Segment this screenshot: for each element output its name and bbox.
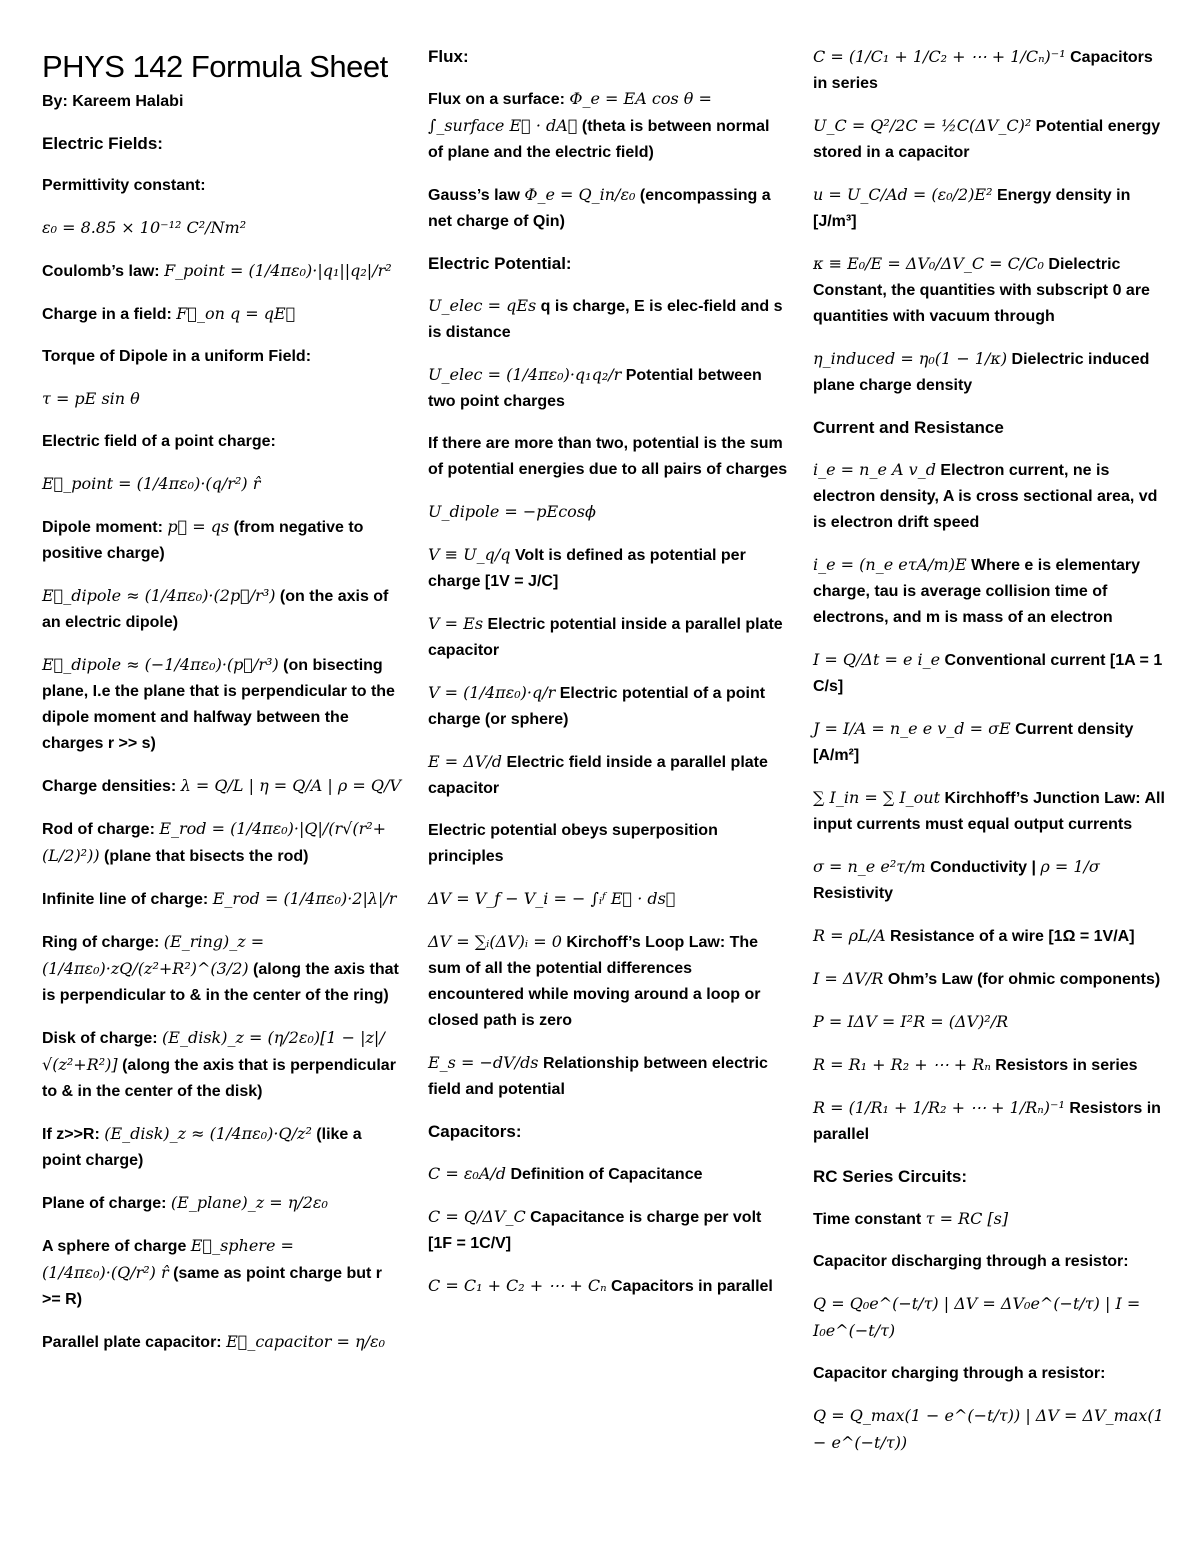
volt-def-description: Volt is defined as potential per charge [1V = J/C]	[428, 547, 746, 590]
cap-parallel	[428, 1273, 788, 1300]
conductivity-formula: σ = n_e e²τ/m	[813, 857, 926, 876]
volt-def-formula: V ≡ U_q/q	[428, 545, 511, 564]
parallel-plate-cap	[42, 1329, 402, 1356]
wire-resistance-formula: R = ρL/A	[813, 926, 886, 945]
disk-of-charge-formula: (E_disk)_z = (η/2ε₀)[1 − |z|/√(z²+R²)]	[42, 1028, 385, 1074]
permittivity	[42, 215, 402, 242]
sphere-of-charge-formula: E⃗_sphere = (1/4πε₀)·(Q/r²) r̂	[42, 1236, 294, 1282]
dipole-axis	[42, 583, 402, 636]
res-parallel	[813, 1095, 1168, 1148]
ring-of-charge-formula: (E_ring)_z = (1/4πε₀)·zQ/(z²+R²)^(3/2)	[42, 932, 265, 978]
res-series-formula: R = R₁ + R₂ + ⋯ + Rₙ	[813, 1055, 991, 1074]
disk-of-charge	[42, 1025, 402, 1105]
u-elec-two-formula: U_elec = (1/4πε₀)·q₁q₂/r	[428, 365, 622, 384]
charge-in-field	[42, 301, 402, 328]
point-charge-field-formula: E⃗_point = (1/4πε₀)·(q/r²) r̂	[42, 474, 261, 493]
title: PHYS 142 Formula Sheet	[42, 49, 388, 84]
cap-parallel-description: Capacitors in parallel	[606, 1278, 773, 1295]
electron-current-2-formula: i_e = (n_e eτA/m)E	[813, 555, 967, 574]
permittivity-label	[42, 173, 402, 199]
cap-charge-per-volt-description: Capacitance is charge per volt [1F = 1C/V]	[428, 1209, 762, 1252]
h-electric-fields	[42, 131, 402, 157]
v-es-description: Electric potential inside a parallel plate capacitor	[428, 616, 783, 659]
uc-energy-description: Potential energy stored in a capacitor	[813, 118, 1161, 161]
cap-parallel-formula: C = C₁ + C₂ + ⋯ + Cₙ	[428, 1276, 607, 1295]
loop-law	[428, 929, 788, 1034]
coulombs-law-formula: F_point = (1/4πε₀)·|q₁||q₂|/r²	[164, 261, 392, 280]
rod-of-charge-description: (plane that bisects the rod)	[99, 848, 309, 865]
dipole-bisect	[42, 652, 402, 757]
dipole-axis-description: (on the axis of an electric dipole)	[42, 588, 389, 631]
disk-far-description: (like a point charge)	[42, 1126, 362, 1169]
induced-charge	[813, 346, 1168, 399]
conductivity-description: Conductivity |	[925, 859, 1041, 876]
charge-in-field-formula: F⃗_on q = qE⃗	[176, 304, 296, 323]
v-point-formula: V = (1/4πε₀)·q/r	[428, 683, 556, 702]
coulombs-law-label: Coulomb’s law:	[42, 263, 165, 280]
cap-charge-per-volt-formula: C = Q/ΔV_C	[428, 1207, 526, 1226]
gauss-law-label: Gauss’s law	[428, 187, 525, 204]
disk-of-charge-label: Disk of charge:	[42, 1030, 163, 1047]
h-flux-label: Flux:	[428, 47, 469, 66]
conductivity	[813, 854, 1168, 907]
h-flux	[428, 44, 788, 70]
disk-far-formula: (E_disk)_z ≈ (1/4πε₀)·Q/z²	[104, 1124, 312, 1143]
electron-current	[813, 457, 1168, 536]
parallel-plate-cap-formula: E⃗_capacitor = η/ε₀	[226, 1332, 385, 1351]
infinite-line-formula: E_rod = (1/4πε₀)·2|λ|/r	[212, 889, 397, 908]
rod-of-charge-formula: E_rod = (1/4πε₀)·|Q|/(r√(r²+(L/2)²))	[42, 819, 387, 865]
e-dv-d-formula: E = ΔV/d	[428, 752, 502, 771]
ohms-law	[813, 966, 1168, 993]
h-capacitors	[428, 1119, 788, 1145]
dielectric-description: Dielectric Constant, the quantities with subscript 0 are quantities with vacuum through	[813, 256, 1150, 325]
charging-formula: Q = Q_max(1 − e^(−t/τ)) | ΔV = ΔV_max(1 − e^(−t/τ))	[813, 1406, 1164, 1452]
energy-density-formula: u = U_C/Ad = (ε₀/2)E²	[813, 185, 993, 204]
disk-of-charge-description: (along the axis that is perpendicular to & in the center of the disk)	[42, 1057, 396, 1100]
discharging-formula: Q = Q₀e^(−t/τ) | ΔV = ΔV₀e^(−t/τ) | I = I₀e^(−t/τ)	[813, 1294, 1141, 1340]
ohms-law-formula: I = ΔV/R	[813, 969, 884, 988]
time-constant	[813, 1206, 1168, 1233]
dipole-axis-formula: E⃗_dipole ≈ (1/4πε₀)·(2p⃗/r³)	[42, 586, 276, 605]
ring-of-charge	[42, 929, 402, 1009]
discharging	[813, 1291, 1168, 1345]
loop-law-description: Kirchoff’s Loop Law: The sum of all the potential differences encountered while moving around a loop or closed path is zero	[428, 934, 761, 1029]
es-relationship	[428, 1050, 788, 1103]
junction-law	[813, 785, 1168, 838]
charge-densities-label: Charge densities:	[42, 778, 181, 795]
superposition-label: Electric potential obeys superposition principles	[428, 822, 718, 865]
column-3	[813, 44, 1168, 1473]
discharging-label-label: Capacitor discharging through a resistor:	[813, 1253, 1129, 1270]
electron-current-description: Electron current, ne is electron density, A is cross sectional area, vd is electron drift speed	[813, 462, 1158, 531]
res-parallel-formula: R = (1/R₁ + 1/R₂ + ⋯ + 1/Rₙ)⁻¹	[813, 1098, 1065, 1117]
disk-far	[42, 1121, 402, 1174]
induced-charge-formula: η_induced = η₀(1 − 1/κ)	[813, 349, 1008, 368]
cap-series-description: Capacitors in series	[813, 49, 1153, 92]
electron-current-formula: i_e = n_e A v_d	[813, 460, 936, 479]
point-charge-field	[42, 471, 402, 498]
dielectric-formula: κ ≡ E₀/E = ΔV₀/ΔV_C = C/C₀	[813, 254, 1044, 273]
ring-of-charge-label: Ring of charge:	[42, 934, 164, 951]
h-electric-potential	[428, 251, 788, 277]
v-es-formula: V = Es	[428, 614, 484, 633]
charge-densities-formula: λ = Q/L | η = Q/A | ρ = Q/V	[180, 776, 401, 795]
charging	[813, 1403, 1168, 1457]
cap-def-formula: C = ε₀A/d	[428, 1164, 507, 1183]
h-electric-fields-label: Electric Fields:	[42, 134, 163, 153]
junction-law-description: Kirchhoff’s Junction Law: All input currents must equal output currents	[813, 790, 1165, 833]
delta-v-integral	[428, 886, 788, 913]
infinite-line	[42, 886, 402, 913]
u-dipole	[428, 499, 788, 526]
u-dipole-formula: U_dipole = −pEcosϕ	[428, 502, 596, 521]
point-charge-label-label: Electric field of a point charge:	[42, 433, 276, 450]
energy-density-description: Energy density in [J/m³]	[813, 187, 1131, 230]
dipole-moment-description: (from negative to positive charge)	[42, 519, 364, 562]
u-elec-qes-formula: U_elec = qEs	[428, 296, 537, 315]
conductivity-formula: ρ = 1/σ	[1040, 857, 1100, 876]
disk-far-label: If z>>R:	[42, 1126, 105, 1143]
res-series-description: Resistors in series	[990, 1057, 1138, 1074]
superposition-pairs	[428, 431, 788, 483]
superposition	[428, 818, 788, 870]
ring-of-charge-description: (along the axis that is perpendicular to & in the center of the ring)	[42, 961, 399, 1004]
wire-resistance	[813, 923, 1168, 950]
loop-law-formula: ΔV = ∑ᵢ(ΔV)ᵢ = 0	[428, 932, 562, 951]
cap-series	[813, 44, 1168, 97]
es-relationship-formula: E_s = −dV/ds	[428, 1053, 539, 1072]
charging-label-label: Capacitor charging through a resistor:	[813, 1365, 1106, 1382]
v-point	[428, 680, 788, 733]
torque	[42, 386, 402, 413]
current-density-formula: J = I/A = n_e e v_d = σE	[813, 719, 1011, 738]
torque-label-label: Torque of Dipole in a uniform Field:	[42, 348, 312, 365]
cap-def	[428, 1161, 788, 1188]
discharging-label	[813, 1249, 1168, 1275]
cap-charge-per-volt	[428, 1204, 788, 1257]
u-elec-two	[428, 362, 788, 415]
coulombs-law	[42, 258, 402, 285]
dipole-moment-formula: p⃗ = qs	[167, 517, 230, 536]
sphere-of-charge	[42, 1233, 402, 1313]
ohms-law-description: Ohm’s Law (for ohmic components)	[883, 971, 1161, 988]
h-rc-label: RC Series Circuits:	[813, 1167, 967, 1186]
conductivity-description: Resistivity	[813, 885, 894, 902]
gauss-law-formula: Φ_e = Q_in/ε₀	[524, 185, 636, 204]
u-elec-two-description: Potential between two point charges	[428, 367, 762, 410]
plane-of-charge-label: Plane of charge:	[42, 1195, 171, 1212]
charge-densities	[42, 773, 402, 800]
permittivity-formula: ε₀ = 8.85 × 10⁻¹² C²/Nm²	[42, 218, 247, 237]
uc-energy	[813, 113, 1168, 166]
wire-resistance-description: Resistance of a wire [1Ω = 1V/A]	[885, 928, 1135, 945]
superposition-pairs-label: If there are more than two, potential is the sum of potential energies due to all pairs of charges	[428, 435, 788, 478]
plane-of-charge	[42, 1190, 402, 1217]
torque-formula: τ = pE sin θ	[42, 389, 140, 408]
u-elec-qes	[428, 293, 788, 346]
energy-density	[813, 182, 1168, 235]
plane-of-charge-formula: (E_plane)_z = η/2ε₀	[170, 1193, 328, 1212]
column-1	[42, 44, 402, 1372]
parallel-plate-cap-label: Parallel plate capacitor:	[42, 1334, 227, 1351]
current-density-description: Current density [A/m²]	[813, 721, 1134, 764]
flux-surface	[428, 86, 788, 166]
e-dv-d	[428, 749, 788, 802]
dipole-bisect-description: (on bisecting plane, I.e the plane that is perpendicular to the dipole moment and halfway between the charges r >> s)	[42, 657, 395, 752]
h-rc	[813, 1164, 1168, 1190]
dipole-moment-label: Dipole moment:	[42, 519, 168, 536]
sphere-of-charge-label: A sphere of charge	[42, 1238, 191, 1255]
e-dv-d-description: Electric field inside a parallel plate capacitor	[428, 754, 768, 797]
res-parallel-description: Resistors in parallel	[813, 1100, 1161, 1143]
u-elec-qes-description: q is charge, E is elec-field and s is distance	[428, 298, 783, 341]
rod-of-charge-label: Rod of charge:	[42, 821, 160, 838]
time-constant-label: Time constant	[813, 1211, 926, 1228]
dipole-moment	[42, 514, 402, 567]
h-electric-potential-label: Electric Potential:	[428, 254, 572, 273]
res-series	[813, 1052, 1168, 1079]
electron-current-2	[813, 552, 1168, 631]
flux-surface-label: Flux on a surface:	[428, 91, 570, 108]
infinite-line-label: Infinite line of charge:	[42, 891, 213, 908]
author	[42, 89, 402, 115]
point-charge-label	[42, 429, 402, 455]
charge-in-field-label: Charge in a field:	[42, 306, 177, 323]
flux-surface-formula: Φ_e = EA cos θ = ∫_surface E⃗ · dA⃗	[428, 89, 712, 135]
charging-label	[813, 1361, 1168, 1387]
column-2	[428, 44, 788, 1316]
sphere-of-charge-description: (same as point charge but r >= R)	[42, 1265, 383, 1308]
induced-charge-description: Dielectric induced plane charge density	[813, 351, 1150, 394]
author-label: By: Kareem Halabi	[42, 93, 184, 110]
flux-surface-description: (theta is between normal of plane and the electric field)	[428, 118, 770, 161]
time-constant-formula: τ = RC [s]	[925, 1209, 1009, 1228]
v-point-description: Electric potential of a point charge (or sphere)	[428, 685, 766, 728]
gauss-law	[428, 182, 788, 235]
conventional-current	[813, 647, 1168, 700]
uc-energy-formula: U_C = Q²/2C = ½C(ΔV_C)²	[813, 116, 1032, 135]
gauss-law-description: (encompassing a net charge of Qin)	[428, 187, 771, 230]
rod-of-charge	[42, 816, 402, 870]
volt-def	[428, 542, 788, 595]
torque-label	[42, 344, 402, 370]
conventional-current-formula: I = Q/Δt = e i_e	[813, 650, 941, 669]
electron-current-2-description: Where e is elementary charge, tau is average collision time of electrons, and m is mass of an electron	[813, 557, 1141, 626]
h-capacitors-label: Capacitors:	[428, 1122, 522, 1141]
h-current-resistance-label: Current and Resistance	[813, 418, 1004, 437]
current-density	[813, 716, 1168, 769]
junction-law-formula: ∑ I_in = ∑ I_out	[813, 788, 941, 807]
permittivity-label-label: Permittivity constant:	[42, 177, 206, 194]
es-relationship-description: Relationship between electric field and potential	[428, 1055, 768, 1098]
dipole-bisect-formula: E⃗_dipole ≈ (−1/4πε₀)·(p⃗/r³)	[42, 655, 279, 674]
v-es	[428, 611, 788, 664]
conventional-current-description: Conventional current [1A = 1 C/s]	[813, 652, 1163, 695]
dielectric	[813, 251, 1168, 330]
power	[813, 1009, 1168, 1036]
power-formula: P = IΔV = I²R = (ΔV)²/R	[813, 1012, 1009, 1031]
cap-series-formula: C = (1/C₁ + 1/C₂ + ⋯ + 1/Cₙ)⁻¹	[813, 47, 1066, 66]
delta-v-integral-formula: ΔV = V_f − V_i = − ∫ᵢᶠ E⃗ · ds⃗	[428, 889, 676, 908]
cap-def-description: Definition of Capacitance	[506, 1166, 703, 1183]
h-current-resistance	[813, 415, 1168, 441]
